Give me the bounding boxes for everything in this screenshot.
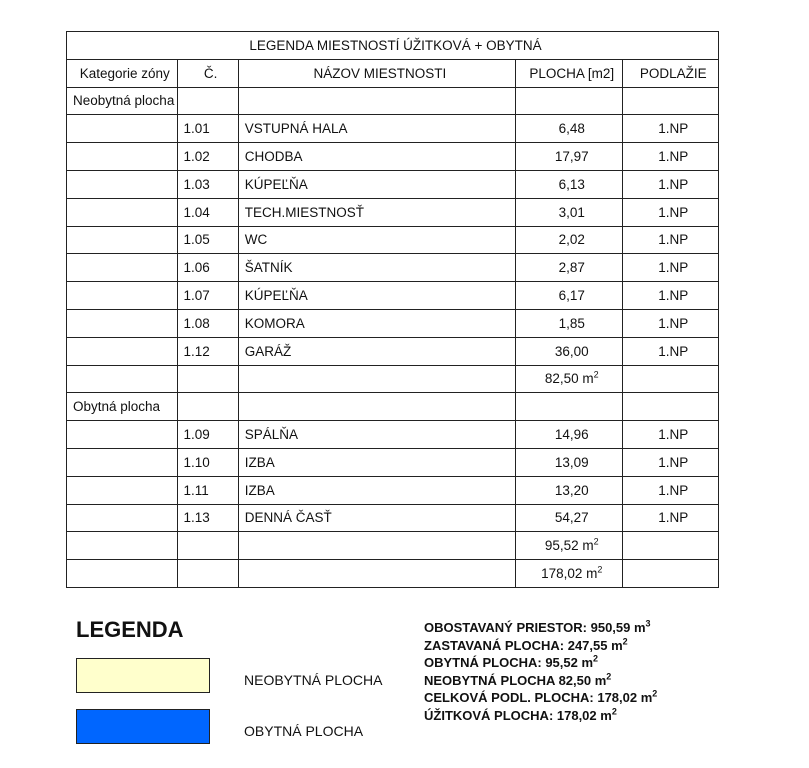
room-floor: 1.NP (622, 226, 718, 254)
table-row (67, 504, 719, 532)
summary-text: ZASTAVANÁ PLOCHA: 247,55 m (424, 637, 623, 653)
room-number: 1.03 (177, 170, 238, 198)
room-area: 6,13 (516, 170, 622, 198)
room-area: 1,85 (516, 309, 622, 337)
room-name: DENNÁ ČASŤ (238, 504, 515, 532)
room-name: TECH.MIESTNOSŤ (238, 198, 515, 226)
room-area: 3,01 (516, 198, 622, 226)
table-title: LEGENDA MIESTNOSTÍ ÚŽITKOVÁ + OBYTNÁ (67, 32, 719, 60)
empty-cell (622, 393, 718, 421)
empty-cell (177, 560, 238, 588)
room-number: 1.02 (177, 143, 238, 171)
summary-text: NEOBYTNÁ PLOCHA 82,50 m (424, 672, 607, 688)
summary-line (424, 654, 657, 672)
room-name: WC (238, 226, 515, 254)
room-number: 1.11 (177, 476, 238, 504)
room-floor: 1.NP (622, 282, 718, 310)
room-number: 1.05 (177, 226, 238, 254)
total-text: 178,02 m (541, 566, 598, 582)
table-row (67, 476, 719, 504)
total-row (67, 560, 719, 588)
empty-cell (622, 365, 718, 393)
room-area: 6,17 (516, 282, 622, 310)
room-name: KÚPEĽŇA (238, 170, 515, 198)
zone-cell (67, 448, 178, 476)
empty-cell (177, 532, 238, 560)
room-area: 14,96 (516, 421, 622, 449)
zone-cell (67, 504, 178, 532)
summary-line (424, 619, 657, 637)
room-number: 1.09 (177, 421, 238, 449)
empty-cell (177, 87, 238, 115)
section-label: Obytná plocha (67, 393, 178, 421)
subtotal-row (67, 532, 719, 560)
room-number: 1.13 (177, 504, 238, 532)
room-area: 13,09 (516, 448, 622, 476)
room-floor: 1.NP (622, 421, 718, 449)
superscript-exponent: 2 (593, 653, 599, 664)
zone-cell (67, 198, 178, 226)
room-area: 36,00 (516, 337, 622, 365)
empty-cell (516, 393, 622, 421)
legend-label-residential: OBYTNÁ PLOCHA (244, 723, 364, 739)
table-row (67, 448, 719, 476)
room-floor: 1.NP (622, 309, 718, 337)
residential-swatch (76, 709, 210, 744)
table-row (67, 421, 719, 449)
room-number: 1.01 (177, 115, 238, 143)
legend-label-non-residential: NEOBYTNÁ PLOCHA (244, 672, 383, 688)
zone-cell (67, 421, 178, 449)
superscript-exponent: 2 (611, 706, 617, 717)
summary-line (424, 672, 657, 690)
summary-line (424, 689, 657, 707)
summary-line (424, 707, 657, 725)
empty-cell (238, 87, 515, 115)
room-name: KOMORA (238, 309, 515, 337)
room-number: 1.06 (177, 254, 238, 282)
room-floor: 1.NP (622, 198, 718, 226)
empty-cell (238, 393, 515, 421)
table-row (67, 337, 719, 365)
summary-line (424, 637, 657, 655)
zone-cell (67, 170, 178, 198)
section-row (67, 87, 719, 115)
header-floor: PODLAŽIE (622, 59, 718, 87)
room-floor: 1.NP (622, 448, 718, 476)
room-floor: 1.NP (622, 337, 718, 365)
subtotal-row (67, 365, 719, 393)
table-row (67, 170, 719, 198)
room-area: 2,02 (516, 226, 622, 254)
summary-text: ÚŽITKOVÁ PLOCHA: 178,02 m (424, 707, 612, 723)
superscript-exponent: 3 (645, 618, 651, 629)
section-label: Neobytná plocha (67, 87, 178, 115)
room-name: ŠATNÍK (238, 254, 515, 282)
total-value (516, 560, 622, 588)
empty-cell (238, 365, 515, 393)
room-number: 1.04 (177, 198, 238, 226)
header-zone: Kategorie zóny (67, 59, 178, 87)
table-row (67, 143, 719, 171)
non-residential-swatch (76, 658, 210, 693)
summary-text: OBOSTAVANÝ PRIESTOR: 950,59 m (424, 620, 646, 635)
superscript-exponent: 2 (652, 689, 658, 700)
room-number: 1.07 (177, 282, 238, 310)
room-number: 1.12 (177, 337, 238, 365)
room-floor: 1.NP (622, 170, 718, 198)
room-name: KÚPEĽŇA (238, 282, 515, 310)
zone-cell (67, 143, 178, 171)
room-area: 6,48 (516, 115, 622, 143)
table-row (67, 226, 719, 254)
zone-cell (67, 309, 178, 337)
table-row (67, 198, 719, 226)
empty-cell (622, 560, 718, 588)
zone-cell (67, 226, 178, 254)
room-area: 54,27 (516, 504, 622, 532)
empty-cell (67, 365, 178, 393)
room-name: GARÁŽ (238, 337, 515, 365)
subtotal-value (516, 365, 622, 393)
empty-cell (177, 393, 238, 421)
table-row (67, 115, 719, 143)
room-number: 1.10 (177, 448, 238, 476)
room-area: 2,87 (516, 254, 622, 282)
header-number: Č. (177, 59, 238, 87)
zone-cell (67, 115, 178, 143)
empty-cell (622, 532, 718, 560)
empty-cell (622, 87, 718, 115)
zone-cell (67, 282, 178, 310)
zone-cell (67, 337, 178, 365)
room-name: CHODBA (238, 143, 515, 171)
room-area: 13,20 (516, 476, 622, 504)
room-name: IZBA (238, 476, 515, 504)
subtotal-value (516, 532, 622, 560)
room-name: IZBA (238, 448, 515, 476)
legend-heading: LEGENDA (76, 617, 184, 642)
room-legend-table (66, 31, 719, 588)
section-row (67, 393, 719, 421)
zone-cell (67, 476, 178, 504)
superscript-exponent: 2 (593, 369, 599, 380)
empty-cell (177, 365, 238, 393)
area-summary (424, 619, 657, 725)
empty-cell (516, 87, 622, 115)
summary-text: OBYTNÁ PLOCHA: 95,52 m (424, 655, 594, 671)
zone-cell (67, 254, 178, 282)
superscript-exponent: 2 (597, 564, 603, 575)
room-name: VSTUPNÁ HALA (238, 115, 515, 143)
empty-cell (67, 560, 178, 588)
empty-cell (238, 532, 515, 560)
room-floor: 1.NP (622, 476, 718, 504)
room-number: 1.08 (177, 309, 238, 337)
table-row (67, 309, 719, 337)
room-floor: 1.NP (622, 254, 718, 282)
header-room-name: NÁZOV MIESTNOSTI (238, 59, 515, 87)
subtotal-text: 95,52 m (544, 538, 594, 554)
empty-cell (67, 532, 178, 560)
header-area: PLOCHA [m2] (516, 59, 622, 87)
room-floor: 1.NP (622, 115, 718, 143)
room-floor: 1.NP (622, 504, 718, 532)
room-floor: 1.NP (622, 143, 718, 171)
table-row (67, 282, 719, 310)
superscript-exponent: 2 (606, 671, 612, 682)
summary-text: CELKOVÁ PODL. PLOCHA: 178,02 m (424, 690, 653, 706)
table-row (67, 254, 719, 282)
superscript-exponent: 2 (622, 636, 628, 647)
empty-cell (238, 560, 515, 588)
room-name: SPÁLŇA (238, 421, 515, 449)
subtotal-text: 82,50 m (544, 371, 594, 387)
superscript-exponent: 2 (593, 536, 599, 547)
table-body (67, 87, 719, 587)
room-area: 17,97 (516, 143, 622, 171)
